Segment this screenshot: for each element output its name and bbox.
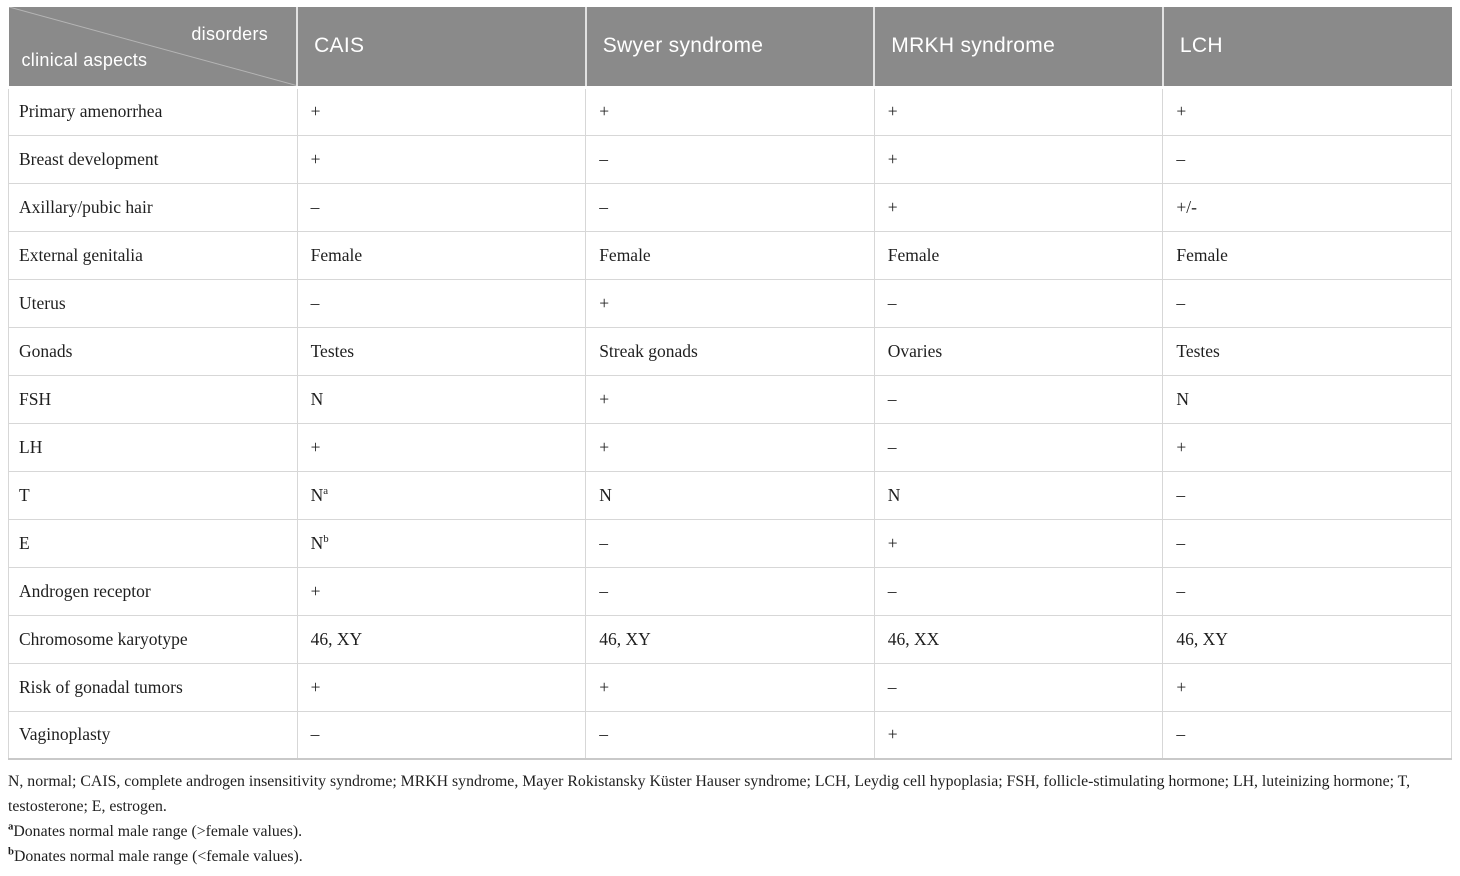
table-cell: Testes <box>1163 327 1452 375</box>
table-row <box>9 567 1452 615</box>
table-cell: + <box>874 87 1163 135</box>
table-cell: $N^a$ <box>297 471 586 519</box>
table-cell: + <box>874 519 1163 567</box>
table-cell: – <box>874 279 1163 327</box>
table-cell: N <box>874 471 1163 519</box>
table-cell: +/- <box>1163 183 1452 231</box>
table-cell: – <box>1163 279 1452 327</box>
table-cell: N <box>297 375 586 423</box>
footnotes <box>8 769 1458 869</box>
row-label: Breast development <box>9 135 298 183</box>
column-header-lch: LCH <box>1163 7 1452 87</box>
table-cell: + <box>297 423 586 471</box>
table-row <box>9 375 1452 423</box>
table-cell: – <box>297 183 586 231</box>
table-cell: – <box>1163 471 1452 519</box>
table-cell: – <box>1163 519 1452 567</box>
footnote-notes <box>8 819 1458 869</box>
table-body <box>9 87 1452 759</box>
footnote-marker: b <box>8 845 14 858</box>
table-cell: – <box>586 711 875 759</box>
row-label: Risk of gonadal tumors <box>9 663 298 711</box>
table-cell: – <box>297 279 586 327</box>
row-label: Uterus <box>9 279 298 327</box>
table-cell: + <box>1163 423 1452 471</box>
footnote-line: $^a$Donates normal male range (>female values). <box>8 820 303 840</box>
table-cell: – <box>874 663 1163 711</box>
table-cell: – <box>586 183 875 231</box>
table-cell: Female <box>1163 231 1452 279</box>
table-row <box>9 615 1452 663</box>
table-cell: – <box>586 567 875 615</box>
table-row <box>9 423 1452 471</box>
table-cell: + <box>297 87 586 135</box>
footnote-marker: a <box>323 484 329 497</box>
table-row <box>9 279 1452 327</box>
table-cell: 46, XY <box>297 615 586 663</box>
footnote-marker: b <box>323 532 329 545</box>
table-cell: – <box>874 423 1163 471</box>
row-label: External genitalia <box>9 231 298 279</box>
column-header-cais: CAIS <box>297 7 586 87</box>
table-row <box>9 471 1452 519</box>
row-label: FSH <box>9 375 298 423</box>
table-cell: + <box>874 711 1163 759</box>
row-label: Primary amenorrhea <box>9 87 298 135</box>
footnote-abbreviations: N, normal; CAIS, complete androgen insensitivity syndrome; MRKH syndrome, Mayer Rokistansky Küster Hauser syndrome; LCH, Leydig cell hypoplasia; FSH, follicle-stimulating hormone; LH, luteinizing hormone; T, testosterone; E, estrogen. <box>8 773 1411 815</box>
table-cell: – <box>1163 567 1452 615</box>
table-cell: + <box>874 135 1163 183</box>
corner-header-cell <box>9 7 298 87</box>
table-cell: Female <box>297 231 586 279</box>
table-cell: + <box>1163 663 1452 711</box>
table-cell: + <box>297 663 586 711</box>
table-cell: + <box>874 183 1163 231</box>
corner-label-clinical-aspects: clinical aspects <box>21 49 148 70</box>
table-cell: – <box>586 135 875 183</box>
table-header <box>9 7 1452 87</box>
footnote-marker: a <box>8 820 14 833</box>
table-row <box>9 135 1452 183</box>
table-cell: + <box>586 279 875 327</box>
table-cell: Female <box>586 231 875 279</box>
row-label: LH <box>9 423 298 471</box>
table-row <box>9 87 1452 135</box>
table-cell: 46, XX <box>874 615 1163 663</box>
table-cell: Testes <box>297 327 586 375</box>
table-cell: $N^b$ <box>297 519 586 567</box>
table-cell: – <box>1163 135 1452 183</box>
table-row <box>9 711 1452 759</box>
table-row <box>9 327 1452 375</box>
footnote-line: $^b$Donates normal male range (<female values). <box>8 845 303 865</box>
table-cell: + <box>297 135 586 183</box>
table-cell: + <box>586 423 875 471</box>
table-cell: + <box>586 375 875 423</box>
header-row <box>9 7 1452 87</box>
table-cell: N <box>586 471 875 519</box>
table-cell: + <box>1163 87 1452 135</box>
row-label: Androgen receptor <box>9 567 298 615</box>
row-label: Vaginoplasty <box>9 711 298 759</box>
table-cell: Streak gonads <box>586 327 875 375</box>
table-cell: 46, XY <box>586 615 875 663</box>
table-cell: – <box>297 711 586 759</box>
row-label: Gonads <box>9 327 298 375</box>
column-header-swyer-syndrome: Swyer syndrome <box>586 7 875 87</box>
row-label: Chromosome karyotype <box>9 615 298 663</box>
table-cell: – <box>874 567 1163 615</box>
clinical-comparison-table <box>8 7 1452 760</box>
table-cell: 46, XY <box>1163 615 1452 663</box>
row-label: T <box>9 471 298 519</box>
column-header-mrkh-syndrome: MRKH syndrome <box>874 7 1163 87</box>
table-cell: + <box>586 663 875 711</box>
table-cell: – <box>874 375 1163 423</box>
table-row <box>9 231 1452 279</box>
table-cell: + <box>297 567 586 615</box>
diagonal-divider-line <box>9 7 297 86</box>
table-cell: + <box>586 87 875 135</box>
table-cell: – <box>1163 711 1452 759</box>
table-cell: – <box>586 519 875 567</box>
table-cell: Female <box>874 231 1163 279</box>
table-row <box>9 183 1452 231</box>
table-cell: N <box>1163 375 1452 423</box>
table-row <box>9 663 1452 711</box>
corner-label-disorders: disorders <box>191 24 269 44</box>
table-cell: Ovaries <box>874 327 1163 375</box>
table-row <box>9 519 1452 567</box>
row-label: E <box>9 519 298 567</box>
row-label: Axillary/pubic hair <box>9 183 298 231</box>
